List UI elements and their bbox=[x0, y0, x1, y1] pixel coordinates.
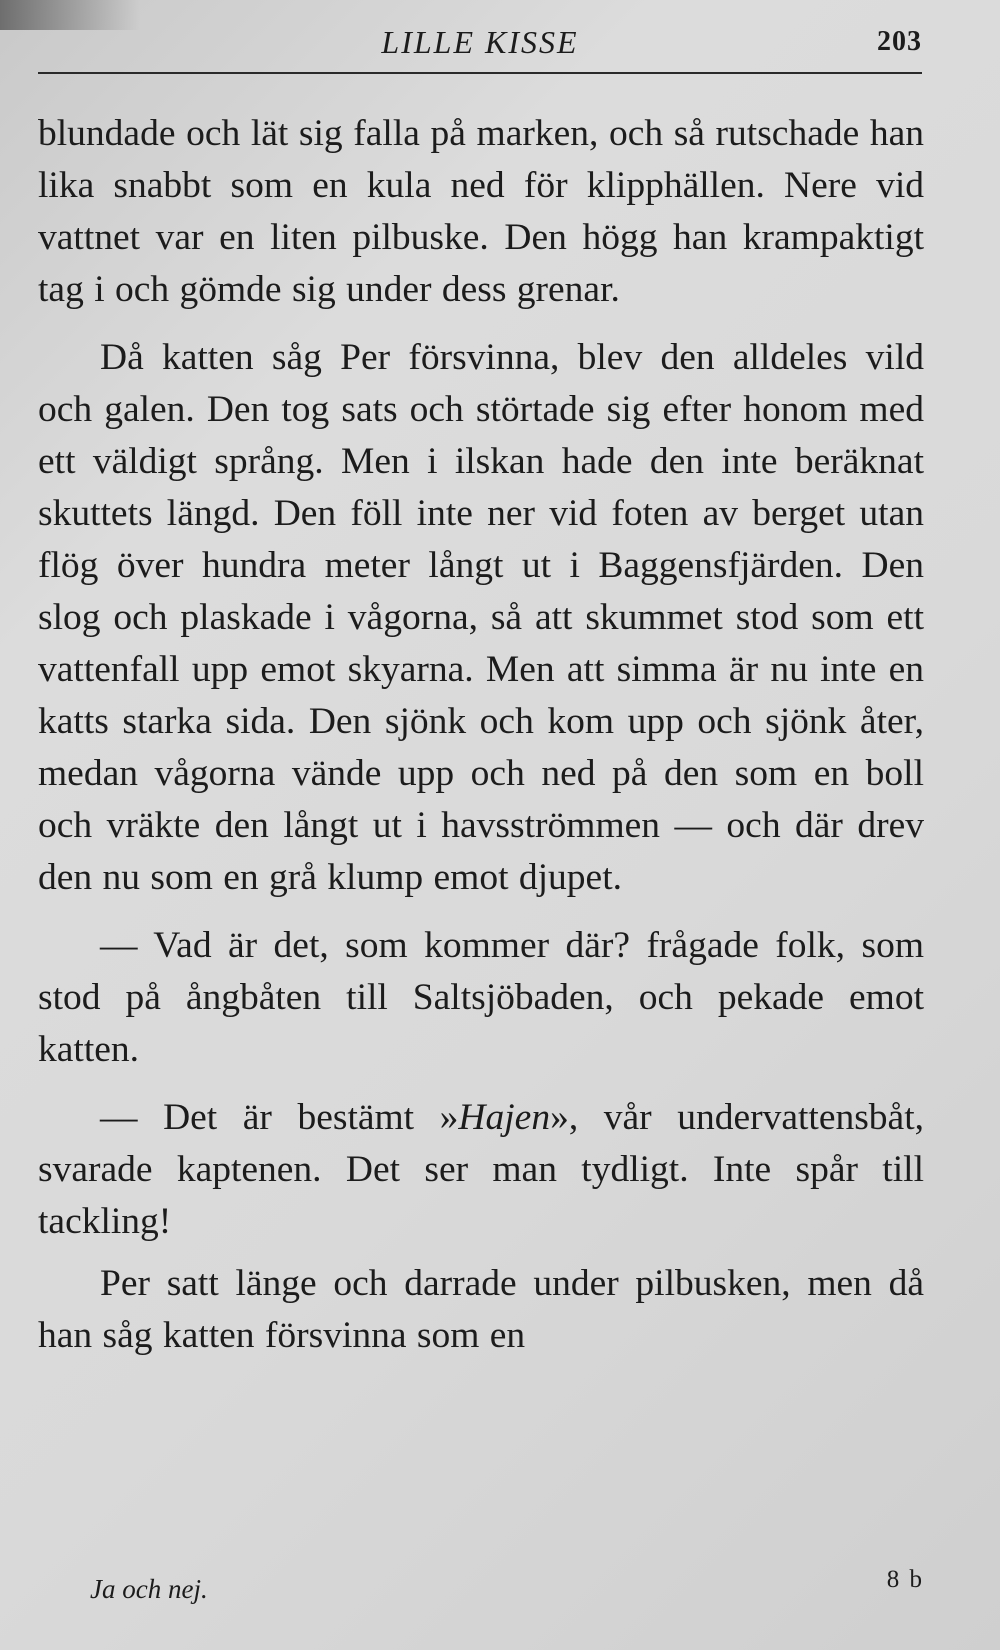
running-title: LILLE KISSE bbox=[381, 24, 579, 60]
italic-boat-name: Hajen bbox=[458, 1097, 551, 1138]
paragraph-text: — Det är bestämt » bbox=[100, 1097, 459, 1138]
page-number: 203 bbox=[877, 26, 922, 57]
paragraph-text: Per satt länge och darrade under pilbusken, men då han såg katten försvinna som en bbox=[38, 1263, 924, 1356]
body-text bbox=[38, 108, 924, 1362]
paragraph-text: blundade och lät sig falla på marken, och så rutschade han lika snabbt som en kula ned för klipphällen. Nere vid vattnet var en liten pilbuske. Den högg han krampaktigt tag i och gömde sig under dess grenar. bbox=[38, 113, 924, 310]
page-footer bbox=[90, 1566, 924, 1606]
paragraph-3 bbox=[38, 920, 924, 1076]
paragraph-text: Då katten såg Per försvinna, blev den alldeles vild och galen. Den tog sats och störtade sig efter honom med ett väldigt språng. Men i ilskan hade den inte beräknat skuttets längd. Den föll inte ner vid foten av berget utan flög över hundra meter långt ut i Baggensfjärden. Den slog och plaskade i vågorna, så att skummet stod som ett vattenfall upp emot skyarna. Men att simma är nu inte en katts starka sida. Den sjönk och kom upp och sjönk åter, medan vågorna vände upp och ned på den som en boll och vräkte den långt ut i havsströmmen — och där drev den nu som en grå klump emot djupet. bbox=[38, 337, 924, 898]
footer-signature-mark: 8 b bbox=[886, 1566, 924, 1593]
paragraph-1 bbox=[38, 108, 924, 316]
paragraph-text: — Vad är det, som kommer där? frågade folk, som stod på ångbåten till Saltsjöbaden, och pekade emot katten. bbox=[38, 925, 924, 1070]
paragraph-4 bbox=[38, 1092, 924, 1248]
footer-signature: Ja och nej. bbox=[90, 1574, 208, 1604]
running-header bbox=[38, 24, 922, 74]
paragraph-text: », vår undervattensbåt, svarade kaptenen. Det ser man tydligt. Inte spår till tackling! bbox=[38, 1097, 924, 1242]
paragraph-2 bbox=[38, 332, 924, 904]
paragraph-5 bbox=[38, 1258, 924, 1362]
